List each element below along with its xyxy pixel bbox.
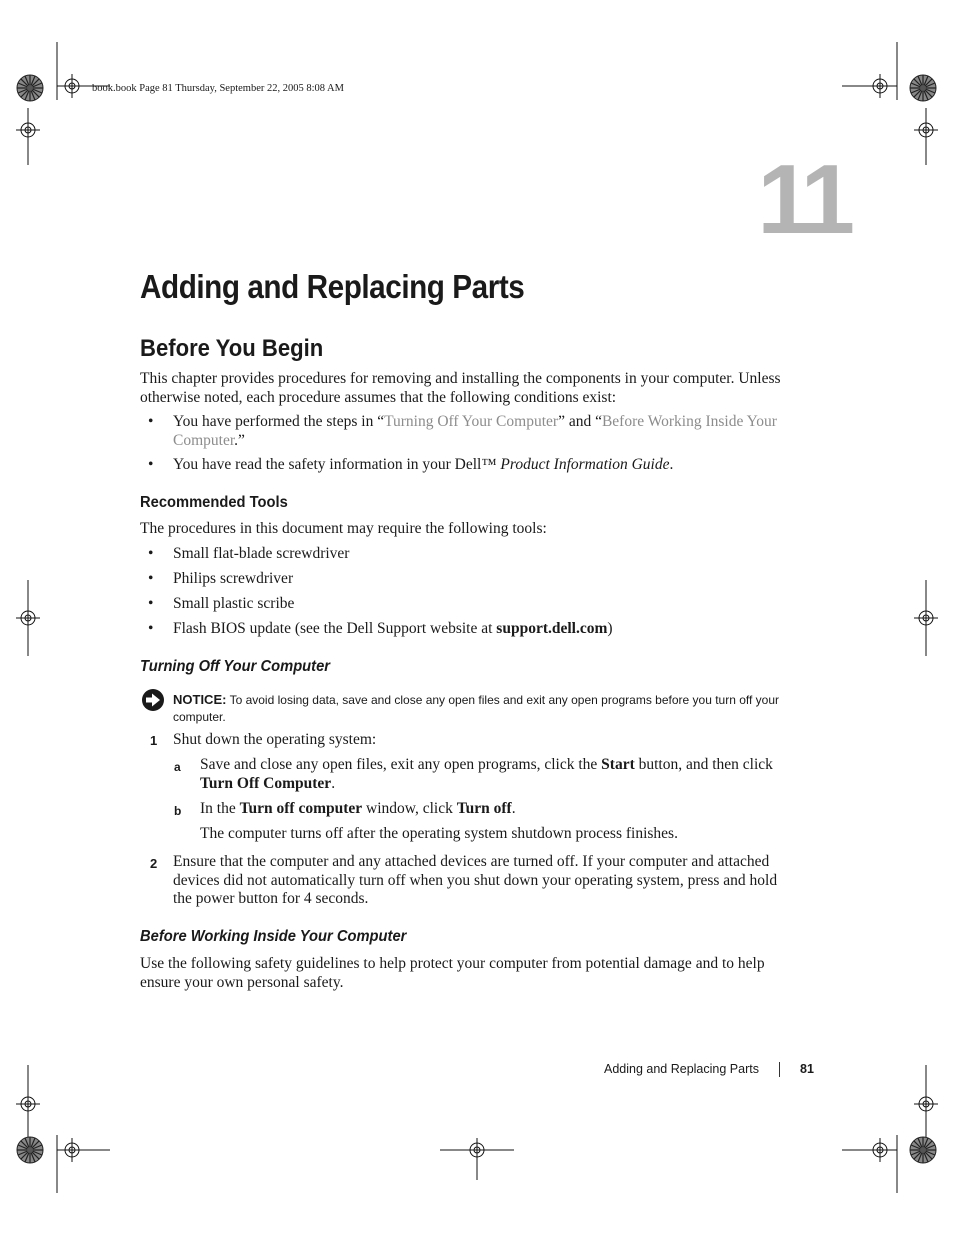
step-text: Ensure that the computer and any attached devices are turned off. If your computer and attached devices did not automatically turn off when you shut down your operating system, press and hold the power button for 4 seconds. xyxy=(173,853,778,907)
bullet-marker: • xyxy=(148,620,154,637)
list-item: Philips screwdriver xyxy=(173,570,294,587)
color-wheel-icon xyxy=(17,1137,43,1163)
support-url: support.dell.com xyxy=(496,620,608,637)
registration-mark-icon xyxy=(16,118,40,142)
link-before-working[interactable]: Before Working Inside Your Computer xyxy=(173,413,777,449)
chapter-title: Adding and Replacing Parts xyxy=(140,268,525,305)
substep-label: b xyxy=(174,804,182,818)
bullet-marker: • xyxy=(148,545,154,562)
step-number: 1 xyxy=(150,733,158,748)
page-number: 81 xyxy=(800,1062,814,1076)
bullet-marker: • xyxy=(148,413,154,430)
step-text: Shut down the operating system: xyxy=(173,731,377,748)
list-item: Flash BIOS update (see the Dell Support website at support.dell.com) xyxy=(173,620,613,637)
before-working-text: Use the following safety guidelines to help protect your computer from potential damage and to help ensure your own personal safety. xyxy=(140,955,765,991)
subheading-turning-off: Turning Off Your Computer xyxy=(140,658,330,675)
registration-mark-icon xyxy=(914,118,938,142)
section-heading: Before You Begin xyxy=(140,335,324,362)
list-item: Small plastic scribe xyxy=(173,595,295,612)
color-wheel-icon xyxy=(17,75,43,101)
print-header-meta: book.book Page 81 Thursday, September 22, 2005 8:08 AM xyxy=(92,83,344,94)
color-wheel-icon xyxy=(910,1137,936,1163)
subheading-recommended-tools: Recommended Tools xyxy=(140,494,288,511)
tools-intro: The procedures in this document may require the following tools: xyxy=(140,520,547,537)
substep-label: a xyxy=(174,760,181,774)
list-item: Small flat-blade screwdriver xyxy=(173,545,350,562)
registration-mark-icon xyxy=(465,1138,489,1162)
substep-note: The computer turns off after the operating system shutdown process finishes. xyxy=(200,825,678,842)
footer-title: Adding and Replacing Parts xyxy=(604,1062,759,1076)
color-wheel-icon xyxy=(910,75,936,101)
bullet-marker: • xyxy=(148,595,154,612)
substep-text: In the Turn off computer window, click Turn off. xyxy=(200,800,516,817)
notice: NOTICE: To avoid losing data, save and close any open files and exit any open programs before you turn off your computer. xyxy=(173,692,780,724)
registration-mark-icon xyxy=(868,74,892,98)
registration-mark-icon xyxy=(60,1138,84,1162)
chapter-number: 11 xyxy=(757,144,849,254)
subheading-before-working: Before Working Inside Your Computer xyxy=(140,928,407,945)
registration-mark-icon xyxy=(914,606,938,630)
registration-mark-icon xyxy=(16,1092,40,1116)
list-item: You have performed the steps in “Turning Off Your Computer” and “Before Working Inside Your Computer.” xyxy=(173,413,777,449)
registration-mark-icon xyxy=(16,606,40,630)
section-intro: This chapter provides procedures for removing and installing the components in your computer. Unless otherwise noted, each procedure assumes that the following conditions exist: xyxy=(140,370,781,406)
registration-mark-icon xyxy=(868,1138,892,1162)
bullet-marker: • xyxy=(148,456,154,473)
registration-mark-icon xyxy=(60,74,84,98)
step-number: 2 xyxy=(150,856,158,871)
notice-arrow-icon xyxy=(141,688,165,712)
link-turning-off[interactable]: Turning Off Your Computer xyxy=(384,413,559,430)
list-item: You have read the safety information in your Dell™ Product Information Guide. xyxy=(173,456,674,473)
footer-divider xyxy=(779,1062,780,1077)
bullet-marker: • xyxy=(148,570,154,587)
registration-mark-icon xyxy=(914,1092,938,1116)
notice-label: NOTICE: xyxy=(173,692,227,707)
substep-text: Save and close any open files, exit any open programs, click the Start button, and then click Turn Off Computer. xyxy=(200,756,773,792)
